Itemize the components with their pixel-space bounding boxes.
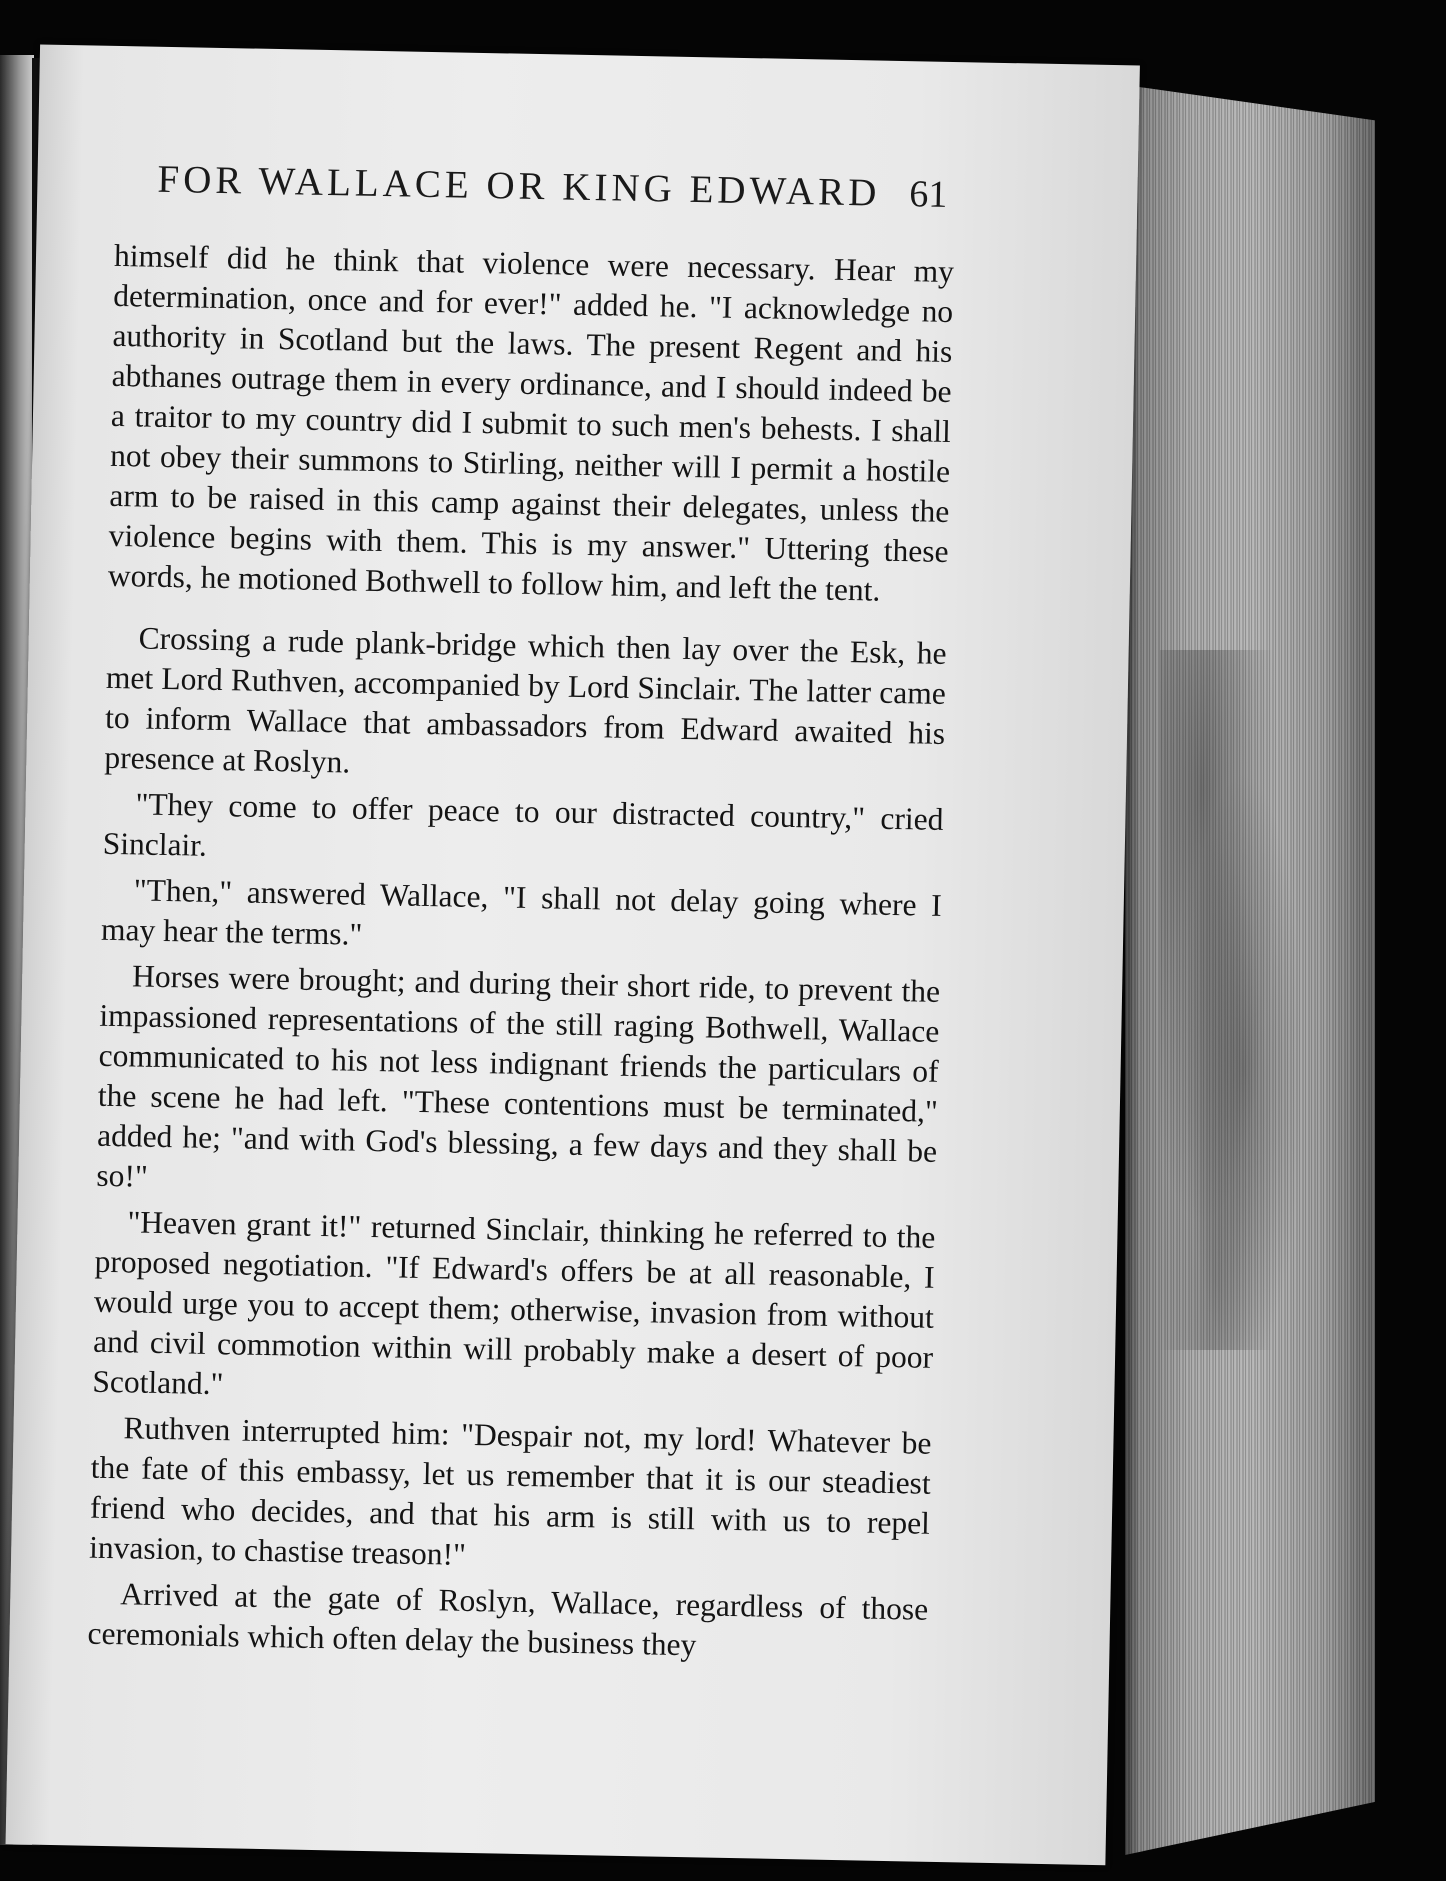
paragraph: "They come to offer peace to our distracted country," cried Sinclair. (102, 786, 944, 863)
book-page (6, 44, 1140, 1865)
body-text (87, 236, 954, 1670)
running-head (157, 157, 948, 217)
paragraph: Ruthven interrupted him: "Despair not, my lord! Whatever be the fate of this embassy, let us remember that it is our steadiest friend who decides, and that his arm is still with us to repel invasion, to chastise treason!" (88, 1410, 932, 1572)
paragraph: "Heaven grant it!" returned Sinclair, thinking he referred to the proposed negotiation. "If Edward's offers be at all reasonable, I would urge you to accept them; otherwise, invasion from without and civil commotion within will probably make a desert of poor Scotland." (92, 1204, 936, 1402)
paragraph: Horses were brought; and during their short ride, to prevent the impassioned representations of the still raging Bothwell, Wallace communicated to his not less indignant friends the particulars of the scene he had left. "These contentions must be terminated," added he; "and with God's blessing, a few days and they shall be so!" (96, 958, 941, 1194)
running-title: FOR WALLACE OR KING EDWARD (157, 157, 881, 215)
paragraph: Crossing a rude plank-bridge which then lay over the Esk, he met Lord Ruthven, accompanied by Lord Sinclair. The latter came to inform Wallace that ambassadors from Edward awaited his presence at Roslyn. (104, 620, 947, 780)
page-number: 61 (908, 173, 948, 216)
paragraph: himself did he think that violence were necessary. Hear my determination, once and for ever!" added he. "I acknowledge no authority in Scotland but the laws. The present Regent and his abthanes outrage them in every ordinance, and I should indeed be a traitor to my country did I submit to such men's behests. I shall not obey their summons to Stirling, neither will I permit a hostile arm to be raised in this camp against their delegates, unless the violence begins with them. This is my answer." Uttering these words, he motioned Bothwell to follow him, and left the tent. (107, 237, 955, 608)
fore-edge-foxing (1160, 650, 1300, 1350)
paragraph: Arrived at the gate of Roslyn, Wallace, regardless of those ceremonials which often delay the business they (87, 1576, 929, 1663)
paragraph: "Then," answered Wallace, "I shall not delay going where I may hear the terms." (100, 872, 943, 952)
